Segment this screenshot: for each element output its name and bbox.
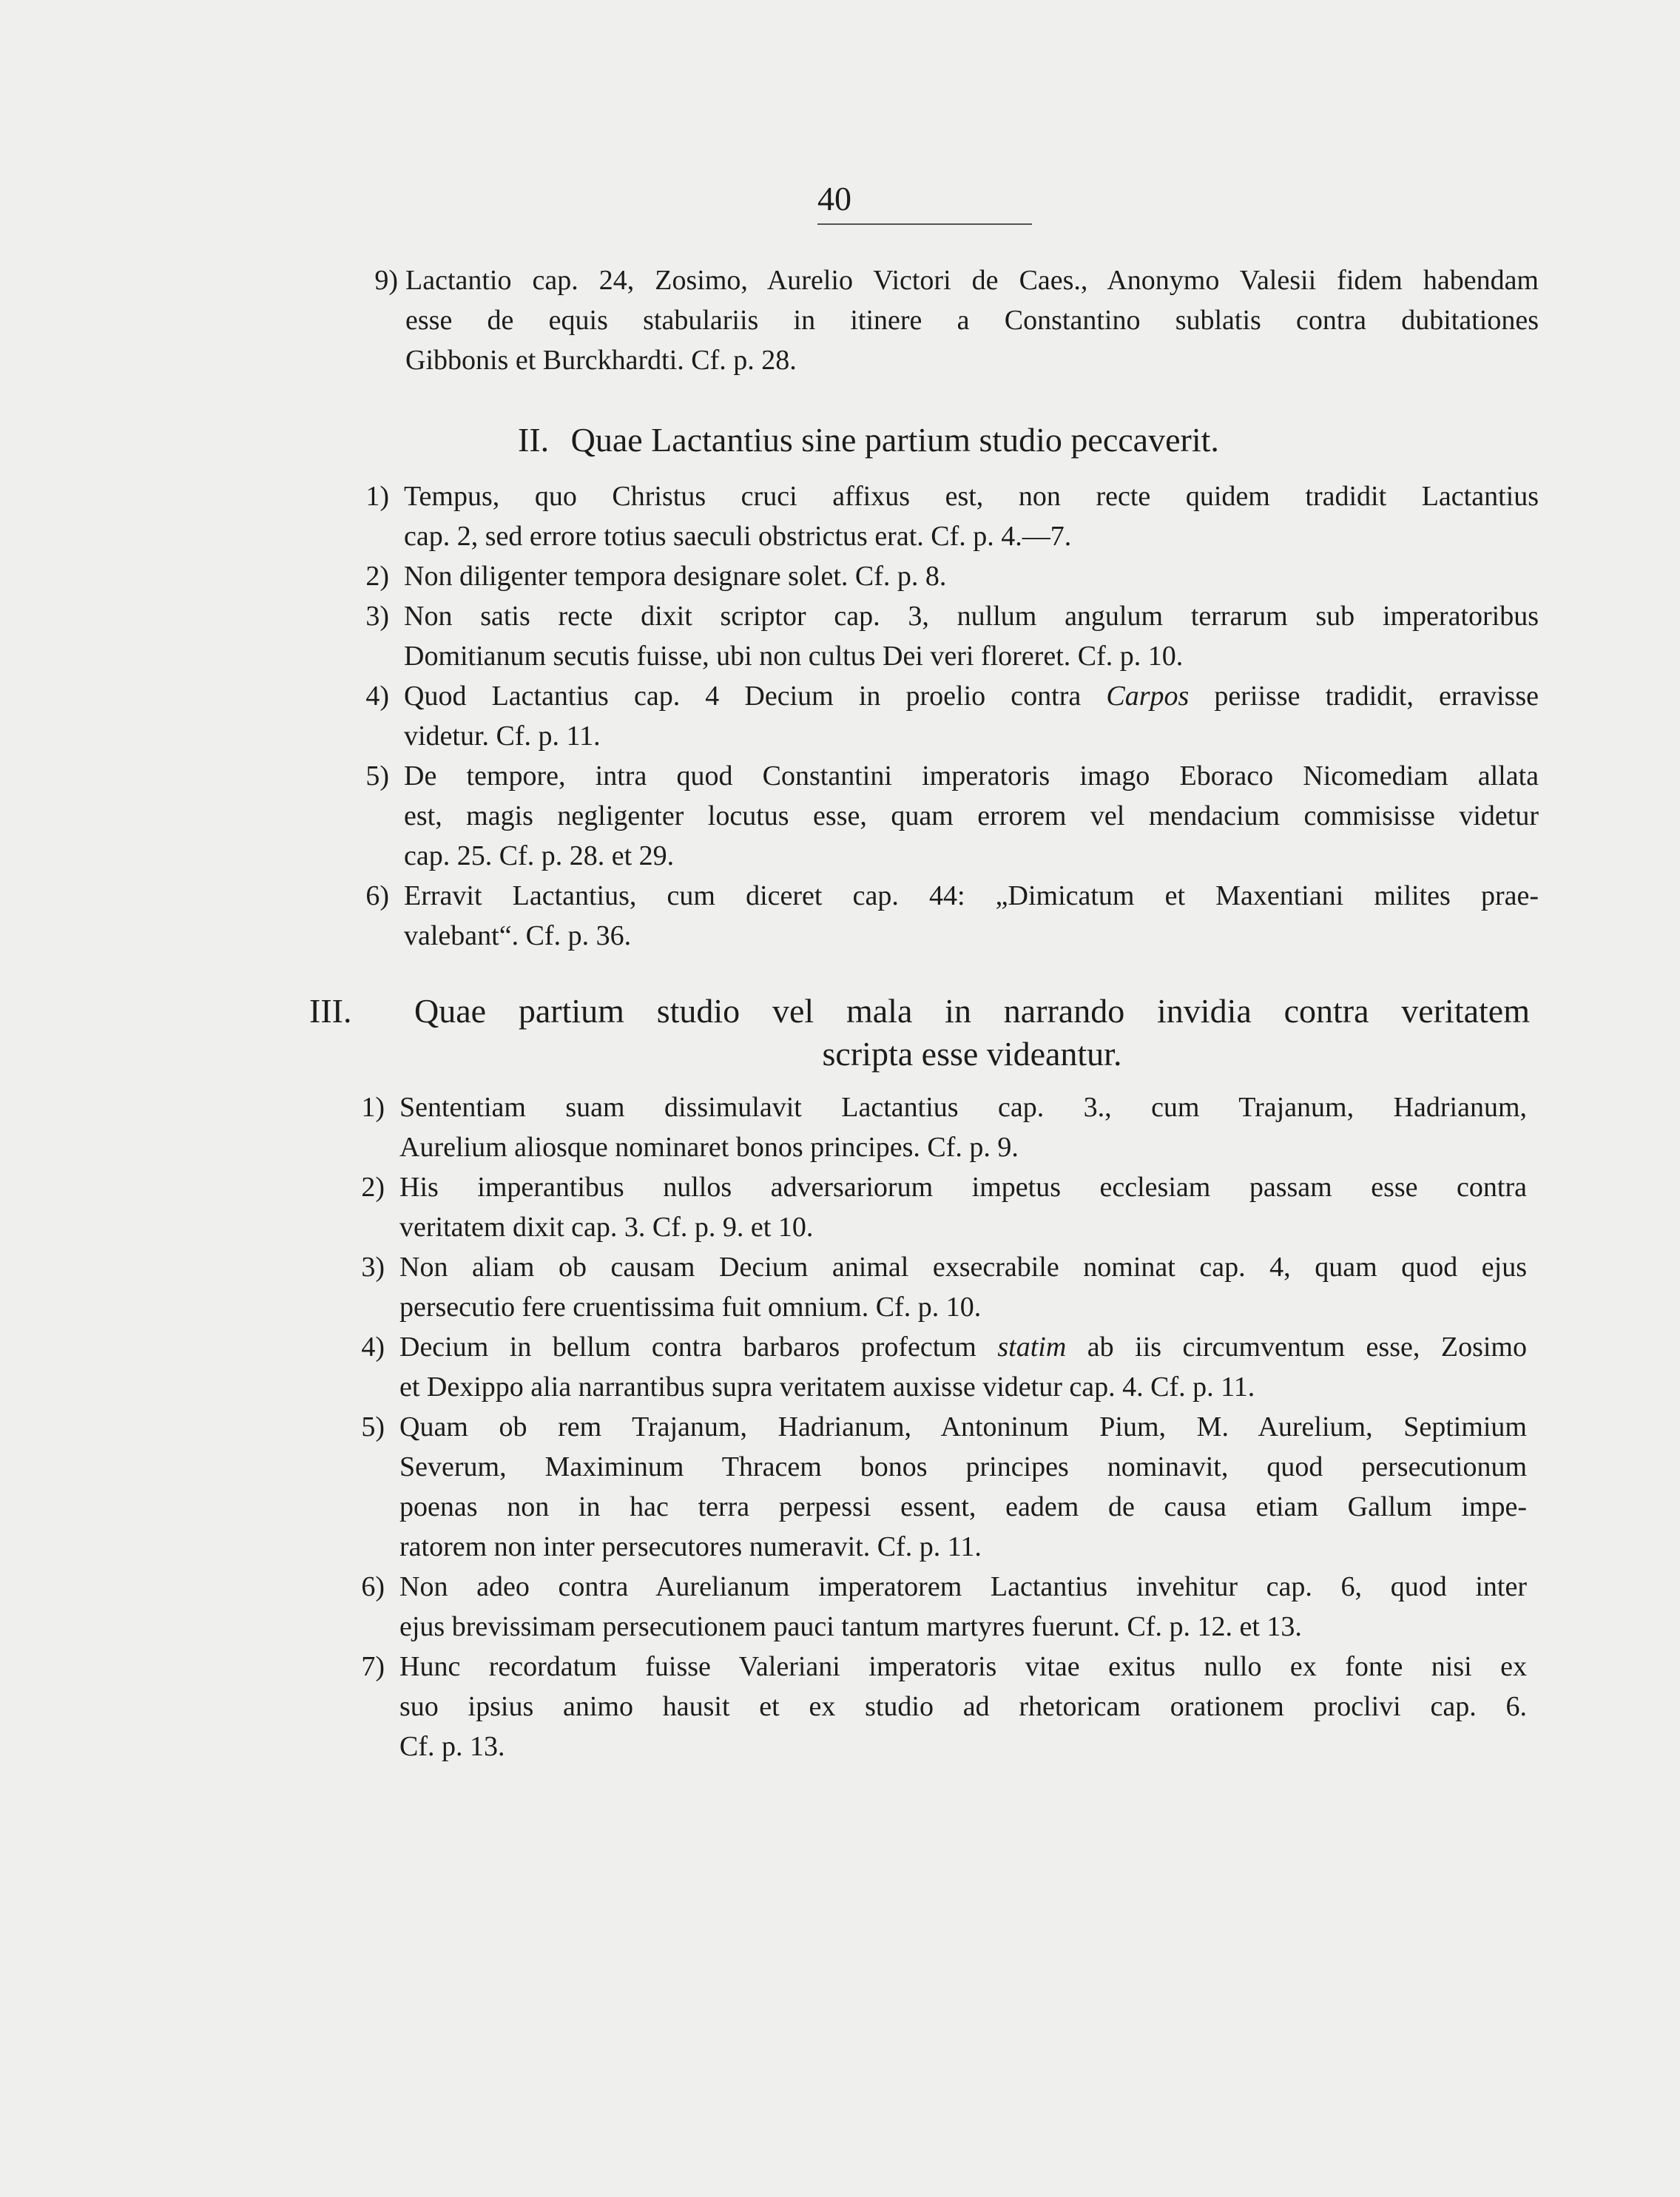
item-number: 4) (365, 681, 389, 712)
item-line: veritatem dixit cap. 3. Cf. p. 9. et 10. (399, 1212, 814, 1243)
item-line: Aurelium aliosque nominaret bonos principes. Cf. p. 9. (399, 1132, 1019, 1163)
item-line: His imperantibus nullos adversariorum impetus ecclesiam passam esse contra (399, 1172, 1527, 1203)
list-item (351, 1327, 1527, 1407)
item-line: et Dexippo alia narrantibus supra veritatem auxisse videtur cap. 4. Cf. p. 11. (399, 1371, 1255, 1403)
item-line: De tempore, intra quod Constantini imperatoris imago Eboraco Nicomediam allata (404, 760, 1539, 792)
item-number: 3) (365, 601, 389, 632)
item-line: Severum, Maximinum Thracem bonos principes nominavit, quod persecutionum (399, 1451, 1527, 1482)
list-item (355, 476, 1539, 556)
section-iii-heading (309, 990, 1530, 1081)
item-line: valebant“. Cf. p. 36. (404, 920, 632, 951)
item-number: 3) (361, 1252, 385, 1283)
item-text: ab iis circumventum esse, Zosimo (1066, 1332, 1527, 1363)
list-item (355, 876, 1539, 956)
list-item (351, 1407, 1527, 1567)
item-line: ejus brevissimam persecutionem pauci tantum martyres fuerunt. Cf. p. 12. et 13. (399, 1611, 1302, 1642)
section-iii-title-line2: scripta esse videantur. (822, 1035, 1122, 1073)
item-line: Erravit Lactantius, cum diceret cap. 44: „Dimicatum et Maxentiani milites prae- (404, 880, 1539, 911)
list-item (355, 756, 1539, 876)
item-number: 6) (365, 880, 389, 911)
item-line: esse de equis stabulariis in itinere a Constantino sublatis contra dubitationes (405, 305, 1539, 336)
item-line: Cf. p. 13. (399, 1731, 505, 1762)
section-i-tail (355, 260, 1539, 380)
section-ii-list (355, 476, 1539, 956)
item-line: poenas non in hac terra perpessi essent, eadem de causa etiam Gallum impe- (399, 1491, 1527, 1522)
item-number: 5) (361, 1411, 385, 1442)
item-line: Domitianum secutis fuisse, ubi non cultus Dei veri floreret. Cf. p. 10. (404, 641, 1184, 672)
section-iii-title-line1: Quae partium studio vel mala in narrando invidia contra veritatem (414, 992, 1530, 1030)
item-line (404, 676, 1539, 716)
item-text: periisse tradidit, erravisse (1189, 681, 1539, 712)
list-item (351, 1647, 1527, 1766)
page-number-rule (817, 223, 1032, 225)
item-line: cap. 2, sed errore totius saeculi obstrictus erat. Cf. p. 4.—7. (404, 521, 1072, 552)
item-emphasis: statim (997, 1332, 1067, 1363)
item-line: Non aliam ob causam Decium animal exsecrabile nominat cap. 4, quam quod ejus (399, 1252, 1527, 1283)
item-line: cap. 25. Cf. p. 28. et 29. (404, 840, 675, 871)
item-line: Lactantio cap. 24, Zosimo, Aurelio Victori de Caes., Anonymo Valesii fidem habendam (405, 265, 1539, 296)
item-number: 7) (361, 1651, 385, 1682)
item-number: 2) (365, 561, 389, 592)
item-number: 6) (361, 1571, 385, 1602)
list-item (355, 260, 1539, 380)
item-line: Quam ob rem Trajanum, Hadrianum, Antoninum Pium, M. Aurelium, Septimium (399, 1411, 1527, 1442)
item-line: Tempus, quo Christus cruci affixus est, non recte quidem tradidit Lactantius (404, 481, 1539, 512)
list-item (355, 556, 1539, 596)
section-iii-numeral: III. (309, 992, 352, 1030)
item-line: Non satis recte dixit scriptor cap. 3, nullum angulum terrarum sub imperatoribus (404, 601, 1539, 632)
item-line: videtur. Cf. p. 11. (404, 720, 601, 752)
item-line: Gibbonis et Burckhardti. Cf. p. 28. (405, 345, 797, 376)
item-number: 2) (361, 1172, 385, 1203)
item-text: Quod Lactantius cap. 4 Decium in proelio contra (404, 681, 1107, 712)
item-line: suo ipsius animo hausit et ex studio ad rhetoricam orationem proclivi cap. 6. (399, 1691, 1527, 1722)
item-number: 9) (374, 265, 398, 296)
list-item (351, 1567, 1527, 1647)
section-ii-heading (518, 419, 1406, 462)
item-number: 5) (365, 760, 389, 792)
list-item (355, 676, 1539, 756)
item-line: ratorem non inter persecutores numeravit. Cf. p. 11. (399, 1531, 982, 1562)
item-line: persecutio fere cruentissima fuit omnium. Cf. p. 10. (399, 1292, 982, 1323)
list-item (355, 596, 1539, 676)
item-emphasis: Carpos (1106, 681, 1190, 712)
item-line: Hunc recordatum fuisse Valeriani imperatoris vitae exitus nullo ex fonte nisi ex (399, 1651, 1527, 1682)
item-line: est, magis negligenter locutus esse, quam errorem vel mendacium commisisse videtur (404, 800, 1539, 831)
section-ii-title: Quae Lactantius sine partium studio peccaverit. (570, 421, 1219, 459)
list-item (351, 1087, 1527, 1167)
item-number: 4) (361, 1332, 385, 1363)
item-number: 1) (365, 481, 389, 512)
item-number: 1) (361, 1092, 385, 1123)
item-line (399, 1327, 1527, 1367)
section-iii-list (351, 1087, 1527, 1766)
item-line: Non diligenter tempora designare solet. Cf. p. 8. (404, 561, 947, 592)
item-line: Non adeo contra Aurelianum imperatorem Lactantius invehitur cap. 6, quod inter (399, 1571, 1527, 1602)
list-item (351, 1167, 1527, 1247)
section-ii-numeral: II. (518, 421, 550, 459)
item-line: Sententiam suam dissimulavit Lactantius cap. 3., cum Trajanum, Hadrianum, (399, 1092, 1527, 1123)
list-item (351, 1247, 1527, 1327)
page-number: 40 (817, 180, 851, 217)
item-text: Decium in bellum contra barbaros profectum (399, 1332, 998, 1363)
